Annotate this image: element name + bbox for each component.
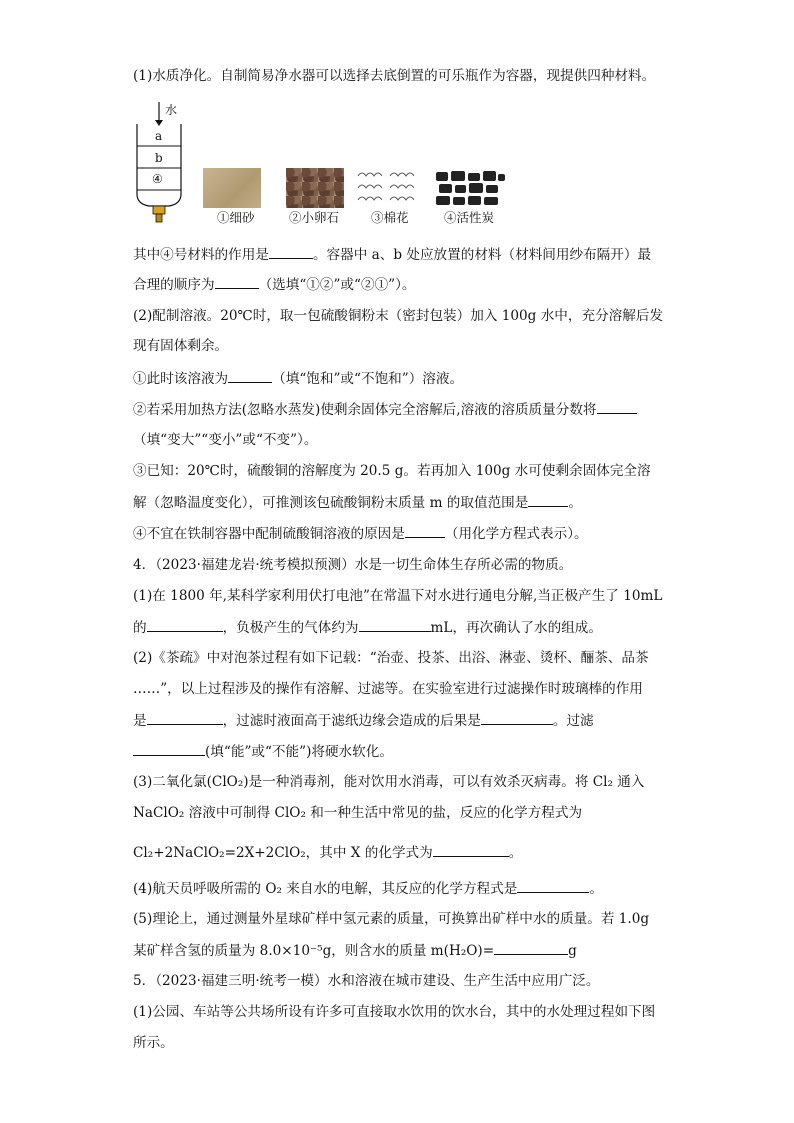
answer-blank-equation[interactable] xyxy=(405,523,445,538)
answer-blank-negative-volume[interactable] xyxy=(359,617,431,632)
q4-l3-text-b: ，负极产生的气体约为 xyxy=(222,620,359,636)
q4-l3-text-c: mL，再次确认了水的组成。 xyxy=(430,620,602,636)
q5-line-3: 所示。 xyxy=(133,1035,174,1051)
q3-line-3 xyxy=(133,274,416,295)
activated-carbon-image xyxy=(434,168,506,208)
answer-blank-water-mass[interactable] xyxy=(494,940,568,955)
q4-line-9: NaClO₂ 溶液中可制得 ClO₂ 和一种生活中常见的盐，反应的化学方程式为 xyxy=(133,805,583,821)
q3-l2-text-a: 其中④号材料的作用是 xyxy=(133,247,269,263)
q3-l6-text-a: ①此时该溶液为 xyxy=(133,371,229,387)
layer-4-label: ④ xyxy=(152,172,163,186)
material-caption-1: ①细砂 xyxy=(217,210,255,225)
q4-line-8: (3)二氧化氯(ClO₂)是一种消毒剂，能对饮用水消毒，可以有效杀灭病毒。将 Cl₂ 通入 xyxy=(133,774,645,790)
answer-blank-positive-gas[interactable] xyxy=(147,617,223,632)
q4-line-12: (5)理论上，通过测量外星球矿样中氢元素的质量，可换算出矿样中水的质量。若 1.0g xyxy=(133,911,650,927)
q4-line-4: (2)《茶疏》中对泡茶过程有如下记载：“治壶、投茶、出浴、淋壶、烫杯、酾茶、品茶 xyxy=(133,650,649,666)
q4-l7-text: (填“能”或“不能”)将硬水软化。 xyxy=(205,744,393,760)
q3-l11-text-b: （用化学方程式表示）。 xyxy=(444,526,588,542)
q3-l2-text-b: 。容器中 a、b 处应放置的材料（材料间用纱布隔开）最 xyxy=(312,247,652,263)
material-caption-3: ③棉花 xyxy=(371,210,409,225)
q3-line-8: （填“变大”“变小”或“不变”）。 xyxy=(133,432,318,448)
q4-line-10 xyxy=(133,842,522,863)
answer-blank-glass-rod[interactable] xyxy=(147,710,223,725)
q4-l10-text-a: Cl₂+2NaClO₂=2X+2ClO₂，其中 X 的化学式为 xyxy=(133,845,433,861)
q4-line-11 xyxy=(133,878,603,899)
q5-heading: 5．（2023·福建三明·统考一模）水和溶液在城市建设、生产生活中应用广泛。 xyxy=(133,973,600,989)
q3-l6-text-b: （填“饱和”或“不饱和”）溶液。 xyxy=(272,371,464,387)
answer-blank-mass-range[interactable] xyxy=(528,492,568,507)
water-label: 水 xyxy=(165,103,178,117)
q3-line-1: (1)水质净化。自制简易净水器可以选择去底倒置的可乐瓶作为容器，现提供四种材料。 xyxy=(133,68,656,84)
layer-b-label: b xyxy=(155,151,163,165)
q3-l7-text: ②若采用加热方法(忽略水蒸发)使剩余固体完全溶解后,溶液的溶质质量分数将 xyxy=(133,402,597,418)
q3-l3-text-b: （选填“①②”或“②①”）。 xyxy=(258,277,416,293)
answer-blank-formula-x[interactable] xyxy=(433,842,509,857)
q5-line-2: (1)公园、车站等公共场所设有许多可直接取水饮用的饮水台，其中的水处理过程如下图 xyxy=(133,1004,656,1020)
q4-line-13 xyxy=(133,940,577,961)
q4-line-6 xyxy=(133,710,594,731)
answer-blank-order[interactable] xyxy=(215,274,259,289)
q3-l10-text-a: 解（忽略温度变化），可推测该包硫酸铜粉末质量 m 的取值范围是 xyxy=(133,495,529,511)
q3-line-4: (2)配制溶液。20℃时，取一包硫酸铜粉末（密封包装）加入 100g 水中，充分溶解后发 xyxy=(133,308,664,324)
answer-blank-electrolysis[interactable] xyxy=(517,878,589,893)
q4-l13-text-a: 某矿样含氢的质量为 8.0×10⁻⁵g，则含水的质量 m(H₂O)= xyxy=(133,943,495,959)
q4-l11-text-a: (4)航天员呼吸所需的 O₂ 来自水的电解，其反应的化学方程式是 xyxy=(133,881,518,897)
q4-line-3 xyxy=(133,617,602,638)
q4-heading: 4．（2023·福建龙岩·统考模拟预测）水是一切生命体生存所必需的物质。 xyxy=(133,557,573,573)
q3-l10-text-b: 。 xyxy=(568,495,582,511)
q3-line-6 xyxy=(133,368,463,389)
q4-l6-text-c: 。过滤 xyxy=(552,713,594,729)
q4-l13-text-b: g xyxy=(568,943,577,959)
q4-l3-text-a: 的 xyxy=(133,620,147,636)
answer-blank-soften[interactable] xyxy=(133,741,205,756)
purifier-bottle-diagram xyxy=(133,98,193,228)
q4-line-7 xyxy=(133,741,393,762)
layer-a-label: a xyxy=(155,129,163,143)
fine-sand-image xyxy=(203,168,261,208)
answer-blank-saturated[interactable] xyxy=(228,368,272,383)
q3-line-10 xyxy=(133,492,582,513)
answer-blank-consequence[interactable] xyxy=(481,710,553,725)
q4-l10-text-b: 。 xyxy=(508,845,523,861)
material-caption-4: ④活性炭 xyxy=(444,210,495,225)
q3-line-2 xyxy=(133,244,651,265)
pebble-image xyxy=(286,168,344,208)
q4-line-5: ……”，以上过程涉及的操作有溶解、过滤等。在实验室进行过滤操作时玻璃棒的作用 xyxy=(133,681,643,697)
cotton-image xyxy=(355,168,425,208)
q3-line-5: 现有固体剩余。 xyxy=(133,338,229,354)
q3-line-9: ③已知：20℃时，硫酸铜的溶解度为 20.5 g。若再加入 100g 水可使剩余固体完全溶 xyxy=(133,463,651,479)
q3-l11-text-a: ④不宜在铁制容器中配制硫酸铜溶液的原因是 xyxy=(133,526,405,542)
q4-line-2: (1)在 1800 年,某科学家利用伏打电池”在常温下对水进行通电分解,当正极产生了 10mL xyxy=(133,588,663,604)
q3-l3-text-a: 合理的顺序为 xyxy=(133,277,215,293)
q4-l6-text-b: ，过滤时液面高于滤纸边缘会造成的后果是 xyxy=(222,713,481,729)
answer-blank-mass-fraction[interactable] xyxy=(597,399,637,414)
material-caption-2: ②小卵石 xyxy=(289,210,340,225)
answer-blank-carbon-role[interactable] xyxy=(269,244,313,259)
q3-line-11 xyxy=(133,523,588,544)
q3-line-7 xyxy=(133,399,637,420)
q4-l11-text-b: 。 xyxy=(589,881,603,897)
q4-l6-text-a: 是 xyxy=(133,713,147,729)
